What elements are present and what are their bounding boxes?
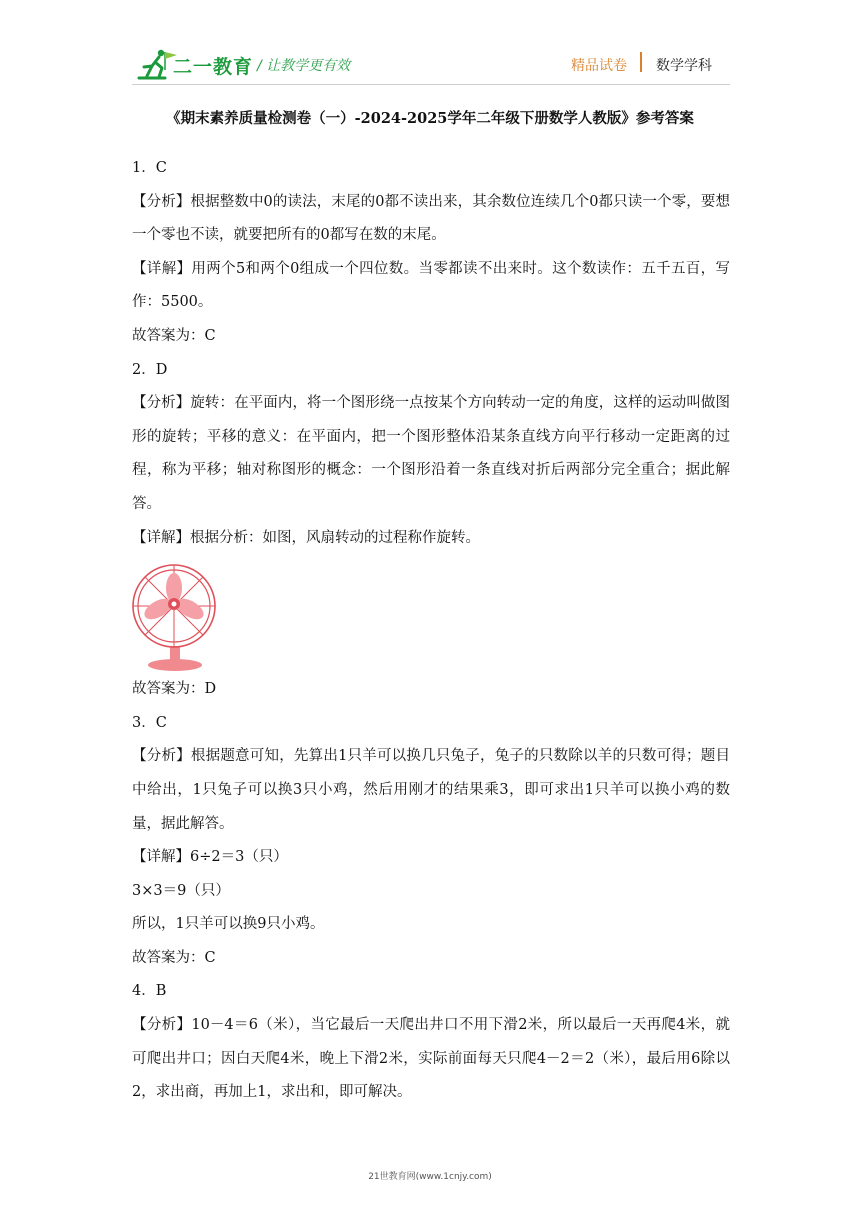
document-title: 《期末素养质量检测卷（一）-2024-2025学年二年级下册数学人教版》参考答案 — [166, 110, 694, 127]
q4-analysis: 【分析】10－4＝6（米），当它最后一天爬出井口不用下滑2米，所以最后一天再爬4米，就可爬出井口；因白天爬4米，晚上下滑2米，实际前面每天只爬4－2＝2（米），最后用6除以2，求出商，再加上1，求出和，即可解决。 — [132, 1017, 730, 1101]
tag-divider — [640, 52, 642, 72]
q3-analysis: 【分析】根据题意可知，先算出1只羊可以换几只兔子，兔子的只数除以羊的只数可得；题目中给出，1只兔子可以换3只小鸡，然后用刚才的结果乘3，即可求出1只羊可以换小鸡的数量，据此解答。 — [132, 748, 730, 832]
electric-fan-icon — [130, 563, 224, 673]
exam-tag: 精品试卷 — [571, 58, 627, 74]
answer-content — [132, 152, 730, 1110]
q3-detail: 【详解】6÷2＝3（只） — [132, 849, 288, 866]
page-header — [0, 0, 860, 100]
subject-tag: 数学学科 — [656, 58, 712, 74]
q3-conclusion: 故答案为：C — [132, 949, 216, 966]
q1-conclusion: 故答案为：C — [132, 327, 216, 344]
slogan: / 让教学更有效 — [257, 58, 351, 74]
q4-answer: 4．B — [132, 983, 167, 1000]
q1-analysis: 【分析】根据整数中0的读法，末尾的0都不读出来，其余数位连续几个0都只读一个零，要想一个零也不读，就要把所有的0都写在数的末尾。 — [132, 193, 730, 244]
q3-answer: 3．C — [132, 714, 167, 731]
page-footer: 21世教育网(www.1cnjy.com) — [368, 1172, 492, 1182]
q2-conclusion: 故答案为：D — [132, 681, 217, 698]
q2-analysis: 【分析】旋转：在平面内，将一个图形绕一点按某个方向转动一定的角度，这样的运动叫做图形的旋转；平移的意义：在平面内，把一个图形整体沿某条直线方向平行移动一定距离的过程，称为平移；轴对称图形的概念：一个图形沿着一条直线对折后两部分完全重合；据此解答。 — [132, 395, 730, 512]
logo-text: 二一教育 — [173, 56, 254, 78]
header-divider — [132, 84, 730, 85]
q1-detail: 【详解】用两个5和两个0组成一个四位数。当零都读不出来时。这个数读作：五千五百，写作：5500。 — [132, 260, 730, 311]
q3-result: 所以，1只羊可以换9只小鸡。 — [132, 916, 325, 933]
q2-answer: 2．D — [132, 361, 168, 378]
q2-detail: 【详解】根据分析：如图，风扇转动的过程称作旋转。 — [132, 529, 480, 546]
q3-step2: 3×3＝9（只） — [132, 882, 230, 899]
q1-answer: 1．C — [132, 160, 167, 176]
